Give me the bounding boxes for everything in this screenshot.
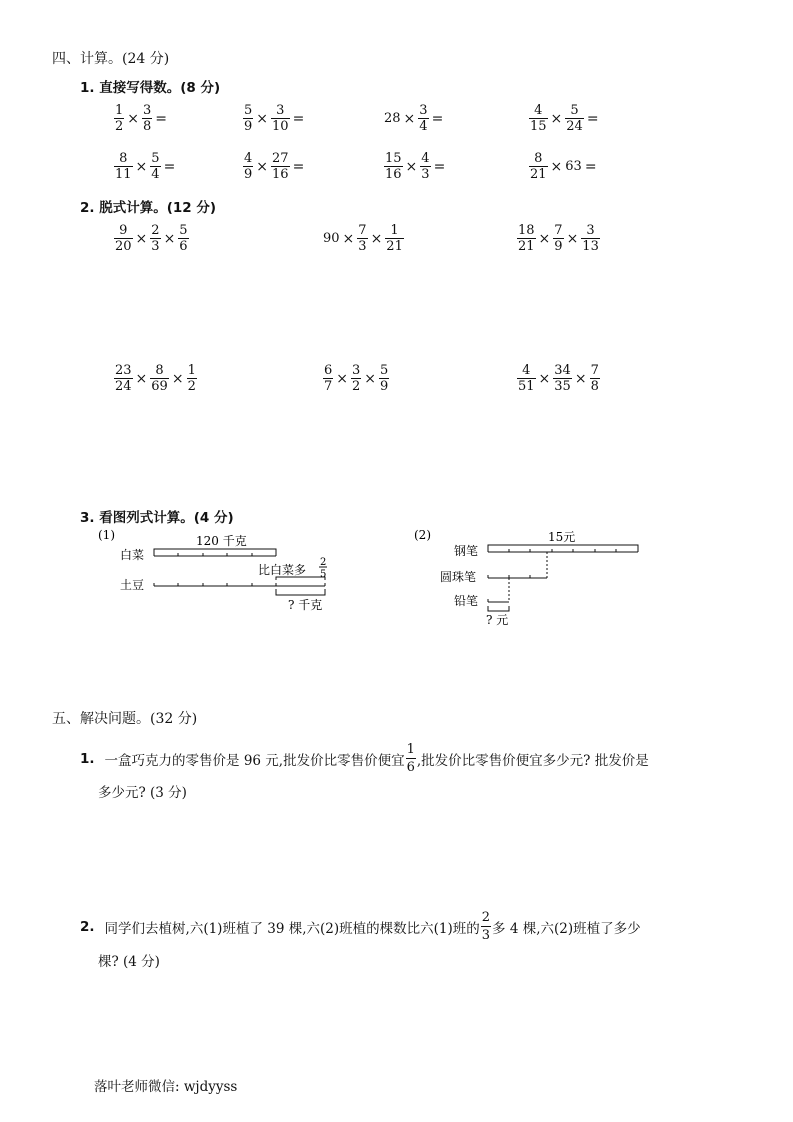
footer-contact: 落叶老师微信: wjdyyss bbox=[94, 1079, 238, 1095]
q3-title: 3. 看图列式计算。(4 分) bbox=[80, 510, 234, 526]
fraction bbox=[517, 224, 536, 253]
denominator: 2 bbox=[352, 379, 361, 394]
numerator: 3 bbox=[419, 103, 428, 118]
q2-expr-6 bbox=[516, 364, 601, 393]
q2-expr-2 bbox=[322, 224, 405, 253]
problem-2-text-a: 同学们去植树,六(1)班植了 39 棵,六(2)班植的棵数比六(1)班的 bbox=[104, 920, 480, 937]
q1-title: 1. 直接写得数。(8 分) bbox=[80, 80, 221, 96]
figure-2-row2-label: 圆珠笔 bbox=[440, 570, 477, 584]
fraction bbox=[150, 364, 169, 393]
fraction bbox=[150, 152, 160, 181]
problem-1-fraction bbox=[406, 742, 416, 775]
equals-sign: = bbox=[433, 158, 446, 175]
times-sign: × bbox=[538, 230, 551, 247]
numerator: 27 bbox=[272, 151, 289, 166]
fraction bbox=[243, 104, 253, 133]
fraction bbox=[529, 104, 548, 133]
denominator: 8 bbox=[590, 379, 599, 394]
figure-1-row1-label: 白菜 bbox=[120, 548, 145, 562]
fraction bbox=[178, 224, 188, 253]
denominator: 3 bbox=[358, 239, 367, 254]
numerator: 1 bbox=[115, 103, 124, 118]
numerator: 6 bbox=[324, 363, 333, 378]
figure-2-row3-label: 铅笔 bbox=[454, 594, 479, 608]
figure-2-row1-value: 15元 bbox=[548, 530, 576, 544]
numerator: 18 bbox=[518, 223, 535, 238]
numerator: 1 bbox=[390, 223, 399, 238]
problem-2-fraction bbox=[481, 910, 491, 943]
times-sign: × bbox=[538, 370, 551, 387]
fraction bbox=[553, 224, 563, 253]
problem-1-text-b: ,批发价比零售价便宜多少元? 批发价是 bbox=[416, 752, 649, 769]
times-sign: × bbox=[370, 230, 383, 247]
fraction bbox=[271, 152, 290, 181]
problem-2-number: 2. bbox=[80, 918, 95, 935]
integer: 90 bbox=[323, 231, 340, 246]
q2-expr-5 bbox=[322, 364, 390, 393]
q1-expr-7 bbox=[383, 152, 447, 181]
fraction bbox=[114, 152, 133, 181]
times-sign: × bbox=[574, 370, 587, 387]
times-sign: × bbox=[163, 230, 176, 247]
numerator: 4 bbox=[522, 363, 531, 378]
equals-sign: = bbox=[292, 158, 305, 175]
problem-1-frac-num: 1 bbox=[406, 742, 415, 757]
denominator: 21 bbox=[518, 239, 535, 254]
figure-1-diagram bbox=[90, 525, 350, 620]
denominator: 11 bbox=[115, 167, 132, 182]
fraction bbox=[323, 364, 333, 393]
numerator: 5 bbox=[244, 103, 253, 118]
equals-sign: = bbox=[586, 110, 599, 127]
times-sign: × bbox=[342, 230, 355, 247]
equals-sign: = bbox=[155, 110, 168, 127]
denominator: 20 bbox=[115, 239, 132, 254]
fraction bbox=[114, 104, 124, 133]
problem-1-number: 1. bbox=[80, 750, 95, 767]
q2-title: 2. 脱式计算。(12 分) bbox=[80, 200, 217, 216]
numerator: 8 bbox=[119, 151, 128, 166]
figure-1-note-num: 2 bbox=[320, 557, 327, 568]
times-sign: × bbox=[403, 110, 416, 127]
problem-1-line-1 bbox=[80, 742, 649, 775]
denominator: 69 bbox=[151, 379, 168, 394]
denominator: 2 bbox=[187, 379, 196, 394]
fraction bbox=[357, 224, 367, 253]
denominator: 9 bbox=[554, 239, 563, 254]
numerator: 5 bbox=[570, 103, 579, 118]
fraction bbox=[150, 224, 160, 253]
times-sign: × bbox=[550, 110, 563, 127]
integer: 28 bbox=[384, 111, 401, 126]
equals-sign: = bbox=[163, 158, 176, 175]
fraction bbox=[379, 364, 389, 393]
numerator: 8 bbox=[534, 151, 543, 166]
numerator: 3 bbox=[586, 223, 595, 238]
numerator: 23 bbox=[115, 363, 132, 378]
numerator: 5 bbox=[380, 363, 389, 378]
figure-2-unknown: ? 元 bbox=[486, 613, 509, 627]
figure-2-label: (2) bbox=[414, 528, 431, 542]
denominator: 2 bbox=[115, 119, 124, 134]
equals-sign: = bbox=[431, 110, 444, 127]
denominator: 4 bbox=[151, 167, 160, 182]
numerator: 4 bbox=[534, 103, 543, 118]
denominator: 10 bbox=[272, 119, 289, 134]
problem-1-frac-den: 6 bbox=[406, 760, 415, 775]
q1-expr-3 bbox=[383, 104, 445, 133]
q2-expr-4 bbox=[113, 364, 198, 393]
figure-1-note-den: 5 bbox=[320, 569, 327, 580]
denominator: 4 bbox=[419, 119, 428, 134]
fraction bbox=[114, 364, 133, 393]
fraction bbox=[418, 104, 428, 133]
times-sign: × bbox=[566, 230, 579, 247]
integer: 63 bbox=[565, 159, 582, 174]
denominator: 6 bbox=[179, 239, 188, 254]
fraction bbox=[581, 224, 600, 253]
section-4-title: 四、计算。(24 分) bbox=[52, 51, 170, 67]
section-5-title: 五、解决问题。(32 分) bbox=[52, 711, 198, 727]
problem-2-frac-num: 2 bbox=[481, 910, 491, 925]
times-sign: × bbox=[550, 158, 563, 175]
denominator: 9 bbox=[380, 379, 389, 394]
numerator: 3 bbox=[352, 363, 361, 378]
fraction bbox=[385, 224, 404, 253]
q2-expr-1 bbox=[113, 224, 190, 253]
figure-1-row1-value: 120 千克 bbox=[196, 534, 247, 548]
fraction bbox=[243, 152, 253, 181]
denominator: 9 bbox=[244, 119, 253, 134]
times-sign: × bbox=[135, 370, 148, 387]
denominator: 21 bbox=[530, 167, 547, 182]
problem-2-text-b: 多 4 棵,六(2)班植了多少 bbox=[492, 920, 641, 937]
times-sign: × bbox=[256, 158, 269, 175]
numerator: 8 bbox=[155, 363, 164, 378]
problem-1-text-a: 一盒巧克力的零售价是 96 元,批发价比零售价便宜 bbox=[104, 752, 405, 769]
numerator: 5 bbox=[179, 223, 188, 238]
figure-1-label: (1) bbox=[98, 528, 115, 542]
denominator: 16 bbox=[272, 167, 289, 182]
problem-2-line-1 bbox=[80, 910, 641, 943]
q1-expr-1 bbox=[113, 104, 169, 133]
fraction bbox=[529, 152, 548, 181]
times-sign: × bbox=[364, 370, 377, 387]
numerator: 7 bbox=[554, 223, 563, 238]
denominator: 3 bbox=[151, 239, 160, 254]
denominator: 16 bbox=[385, 167, 402, 182]
times-sign: × bbox=[256, 110, 269, 127]
times-sign: × bbox=[135, 158, 148, 175]
numerator: 3 bbox=[276, 103, 285, 118]
denominator: 24 bbox=[115, 379, 132, 394]
times-sign: × bbox=[171, 370, 184, 387]
numerator: 3 bbox=[143, 103, 152, 118]
q1-expr-2 bbox=[242, 104, 306, 133]
denominator: 8 bbox=[143, 119, 152, 134]
denominator: 7 bbox=[324, 379, 333, 394]
fraction bbox=[553, 364, 572, 393]
equals-sign: = bbox=[292, 110, 305, 127]
figure-1-note: 比白菜多 bbox=[258, 563, 307, 577]
figure-2-row1-label: 钢笔 bbox=[454, 544, 479, 558]
denominator: 15 bbox=[530, 119, 547, 134]
q1-expr-8 bbox=[528, 152, 599, 181]
figure-2-diagram bbox=[408, 525, 658, 630]
denominator: 21 bbox=[386, 239, 403, 254]
q1-expr-6 bbox=[242, 152, 306, 181]
numerator: 5 bbox=[151, 151, 160, 166]
fraction bbox=[271, 104, 290, 133]
fraction bbox=[590, 364, 600, 393]
fraction bbox=[420, 152, 430, 181]
q2-expr-3 bbox=[516, 224, 601, 253]
numerator: 2 bbox=[151, 223, 160, 238]
numerator: 1 bbox=[187, 363, 196, 378]
fraction bbox=[351, 364, 361, 393]
times-sign: × bbox=[336, 370, 349, 387]
denominator: 35 bbox=[554, 379, 571, 394]
times-sign: × bbox=[135, 230, 148, 247]
fraction bbox=[187, 364, 197, 393]
numerator: 4 bbox=[244, 151, 253, 166]
denominator: 13 bbox=[582, 239, 599, 254]
fraction bbox=[142, 104, 152, 133]
numerator: 4 bbox=[421, 151, 430, 166]
denominator: 51 bbox=[518, 379, 535, 394]
numerator: 7 bbox=[358, 223, 367, 238]
times-sign: × bbox=[405, 158, 418, 175]
figure-1-unknown: ? 千克 bbox=[288, 598, 323, 612]
numerator: 34 bbox=[554, 363, 571, 378]
figure-1-row2-label: 土豆 bbox=[120, 578, 145, 592]
fraction bbox=[565, 104, 584, 133]
q1-expr-5 bbox=[113, 152, 177, 181]
denominator: 9 bbox=[244, 167, 253, 182]
equals-sign: = bbox=[584, 158, 597, 175]
denominator: 3 bbox=[421, 167, 430, 182]
problem-1-line-2: 多少元? (3 分) bbox=[98, 785, 187, 801]
fraction bbox=[114, 224, 133, 253]
q1-expr-4 bbox=[528, 104, 601, 133]
numerator: 15 bbox=[385, 151, 402, 166]
fraction bbox=[517, 364, 536, 393]
problem-2-line-2: 棵? (4 分) bbox=[98, 954, 160, 970]
denominator: 24 bbox=[566, 119, 583, 134]
problem-2-frac-den: 3 bbox=[481, 928, 491, 943]
fraction bbox=[384, 152, 403, 181]
numerator: 7 bbox=[590, 363, 599, 378]
times-sign: × bbox=[127, 110, 140, 127]
numerator: 9 bbox=[119, 223, 128, 238]
